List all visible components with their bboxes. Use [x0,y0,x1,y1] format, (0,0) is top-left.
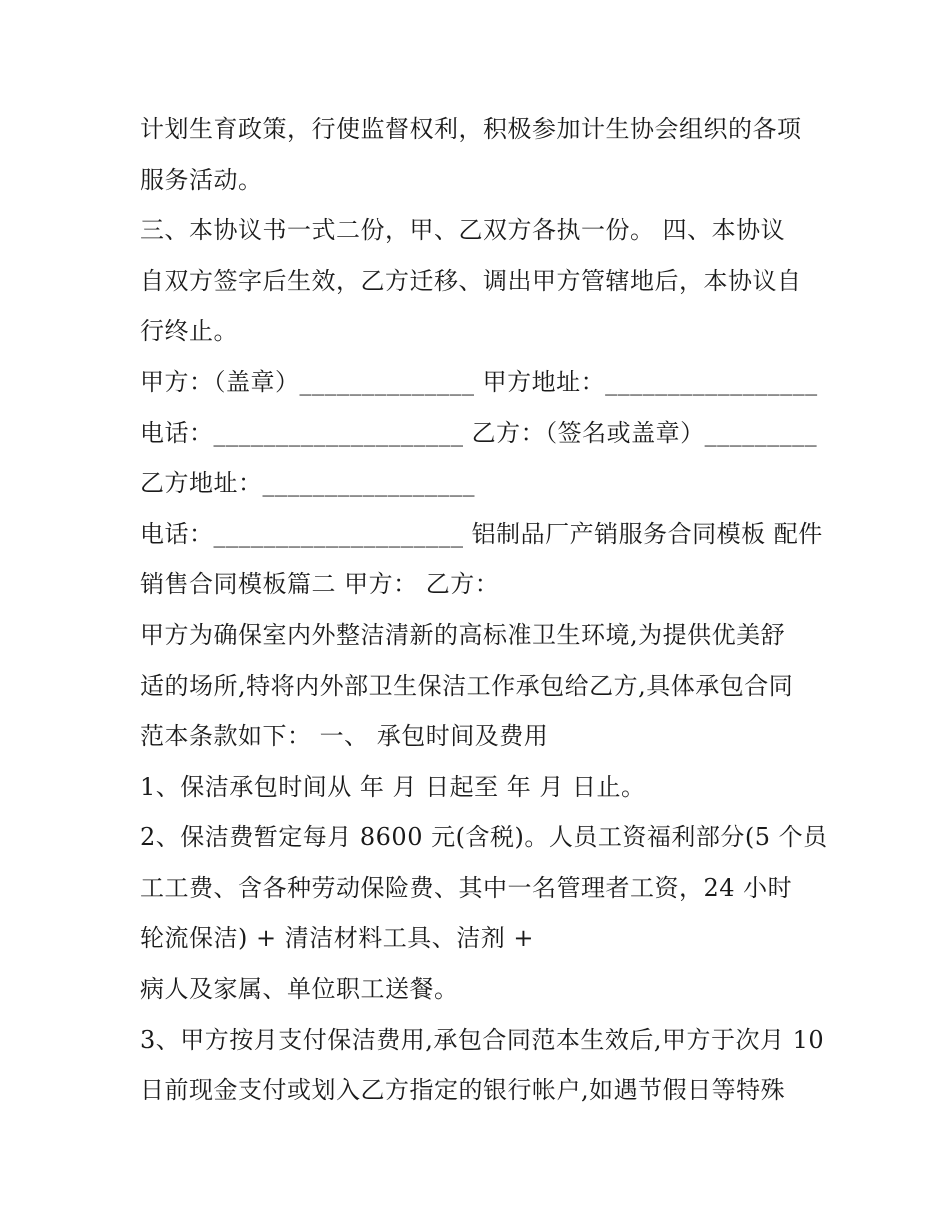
text-line: 1、保洁承包时间从 年 月 日起至 年 月 日止。 [140,773,646,801]
text-line: 工工费、含各种劳动保险费、其中一名管理者工资，24 小时 [140,874,793,902]
text-line: 服务活动。 [140,166,263,194]
text-line: 2、保洁费暂定每月 8600 元(含税)。人员工资福利部分(5 个员 [140,823,828,851]
signature-line-party-a: 甲方：（盖章）______________ 甲方地址：_________________ [140,368,818,396]
text-line: 病人及家属、单位职工送餐。 [140,975,459,1003]
text-line: 自双方签字后生效，乙方迁移、调出甲方管辖地后，本协议自 [140,267,802,295]
signature-line-phone-party-b: 电话：____________________ 乙方：（签名或盖章）_________ [140,419,818,447]
text-line: 甲方为确保室内外整洁清新的高标准卫生环境,为提供优美舒 [140,621,786,649]
text-line: 3、甲方按月支付保洁费用,承包合同范本生效后,甲方于次月 10 [140,1026,825,1054]
text-line: 销售合同模板篇二 甲方： 乙方： [140,570,500,598]
text-line: 电话：____________________ 铝制品厂产销服务合同模板 配件 [140,520,823,548]
text-line: 计划生育政策，行使监督权利，积极参加计生协会组织的各项 [140,115,802,143]
text-line: 适的场所,特将内外部卫生保洁工作承包给乙方,具体承包合同 [140,672,794,700]
text-line: 日前现金支付或划入乙方指定的银行帐户,如遇节假日等特殊 [140,1076,786,1104]
text-line: 行终止。 [140,317,238,345]
signature-line-party-b-address: 乙方地址：_________________ [140,469,475,497]
text-line: 三、本协议书一式二份，甲、乙双方各执一份。 四、本协议 [140,216,786,244]
text-line: 轮流保洁) + 清洁材料工具、洁剂 + [140,924,534,952]
text-line: 范本条款如下： 一、 承包时间及费用 [140,722,549,750]
